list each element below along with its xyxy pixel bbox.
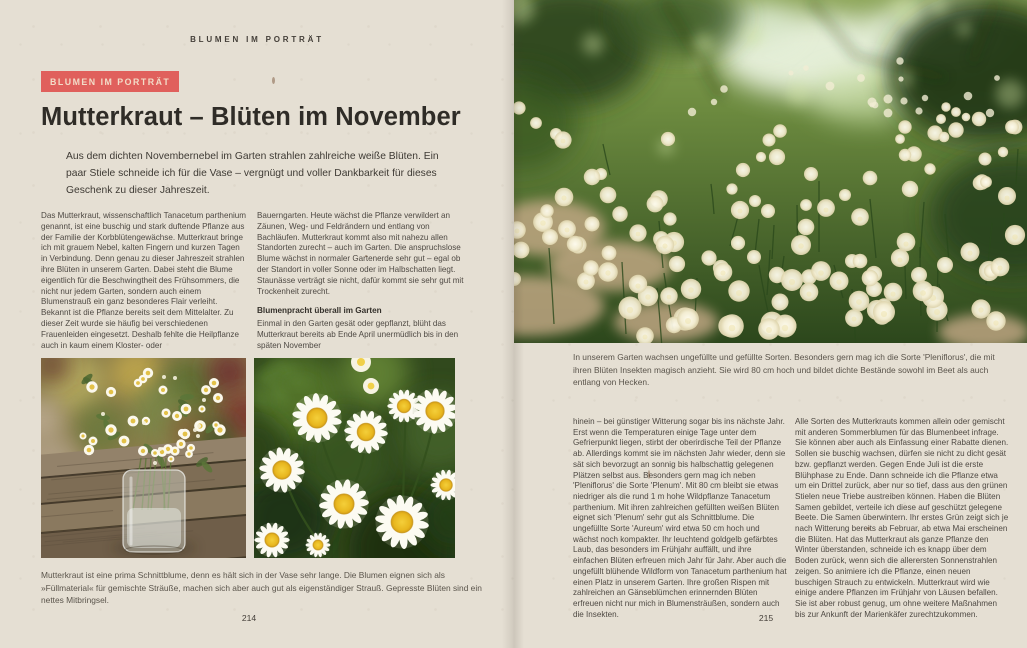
garden-photo-illustration — [514, 0, 1027, 343]
category-badge: BLUMEN IM PORTRÄT — [41, 71, 179, 92]
intro-paragraph: Aus dem dichten Novembernebel im Garten strahlen zahlreiche weiße Blüten. Ein paar Stiele schneide ich für die Vase – vergnügt und voller Dankbarkeit für dieses Geschenk zu dieser Jahreszeit. — [66, 151, 439, 196]
page-gutter-shadow — [502, 0, 524, 648]
paper-speck — [272, 77, 275, 84]
closeup-photo-illustration — [254, 358, 455, 558]
section-subheading: Blumenpracht überall im Garten — [257, 306, 382, 316]
body-paragraph: Bauerngarten. Heute wächst die Pflanze verwildert an Zäunen, Weg- und Feldrändern und entlang von Bachläufen. Mutterkraut kommt also mit nahezu allen Standorten zurecht – auch im Garten. Die anspruchslose Blume wächst in normaler Gartenerde sehr gut – egal ob der Standort in voller Sonne oder im Halbschatten liegt. Staunässe verträgt sie nicht, dafür kommt sie sehr gut mit Trockenheit zurecht. — [257, 211, 464, 296]
photo-garden-feverfew — [514, 0, 1027, 343]
left-page-column-2 — [257, 211, 464, 352]
garden-photo-caption: In unserem Garten wachsen ungefüllte und gefüllte Sorten. Besonders gern mag ich die Sorte 'Pleniflorus', die mit ihren Blüten Insekten magisch anzieht. Sie wird 80 cm hoch und bildet dichte Bestände sowohl im Beet als auch entlang von Hecken. — [573, 352, 995, 388]
page-number-right: 215 — [758, 613, 774, 623]
photo-feverfew-closeup — [254, 358, 455, 558]
running-head: BLUMEN IM PORTRÄT — [190, 35, 324, 44]
right-page-column-2 — [795, 417, 1009, 620]
left-page-column-1 — [41, 211, 248, 351]
paper-speck — [365, 255, 367, 257]
article-title: Mutterkraut – Blüten im November — [41, 103, 461, 131]
body-paragraph: Einmal in den Garten gesät oder gepflanzt, blüht das Mutterkraut bereits ab Ende April unermüdlich bis in den späten November — [257, 319, 459, 350]
photo-vase-bouquet — [41, 358, 246, 558]
paper-speck — [648, 470, 650, 479]
right-page-column-1 — [573, 417, 787, 620]
body-paragraph: hinein – bei günstiger Witterung sogar bis ins nächste Jahr. Erst wenn die Temperaturen einige Tage unter dem Gefrierpunkt liegen, stirbt der oberirdische Teil der Pflanze ab. Allerdings kommt sie im nächsten Jahr wieder, denn sie sät sich bevorzugt an sonnig bis halbschattig gelegenen Plätzen selbst aus. Besonders gern mag ich neben 'Pleniflorus' die Sorte 'Plenum'. Mit 80 cm bleibt sie etwas niedriger als die rund 1 m hohe Wildpflanze Tanacetum parthenium. Mit ihren zahlreichen gefüllten weißen Blüten eignet sich 'Plenum' sehr gut als Schnittblume. Die ungefüllte Sorte 'Aureum' wird etwa 50 cm hoch und wächst noch kompakter. Ihr leuchtend goldgelb gefärbtes Laub, das besonders im Frühjahr auffällt, und ihre einfachen Blüten erfreuen mich Jahr für Jahr. Aber auch die ungefüllt blühende Wildform von Tanacetum parthenium hat einen Platz in unserem Garten. Ihre großen Rispen mit zahlreichen an Gänseblümchen erinnernden Blüten erfreuen nicht nur mich in Blumensträußen, sondern auch die Insekten. — [573, 417, 787, 619]
paper-speck — [867, 527, 870, 530]
body-paragraph: Das Mutterkraut, wissenschaftlich Tanacetum parthenium genannt, ist eine buschig und stark duftende Pflanze aus der Familie der Korbblütengewächse. Mutterkraut bringe ich mit grauem Nebel, kalten Fingern und kurzen Tagen in Verbindung. Denn genau zu dieser Jahreszeit strahlen ihre Blüten in unserem Garten. Dabei steht die Blume eigentlich für die Beschwingtheit des Frühsommers, die nicht nur jedem Garten, sondern auch einem Blumenstrauß ein ganz besonderes Flair verleiht. — [41, 211, 246, 307]
page-number-left: 214 — [241, 613, 257, 623]
vase-photo-illustration — [41, 358, 246, 558]
body-paragraph: Alle Sorten des Mutterkrauts kommen allein oder gemischt mit anderen Sommerblumen für das Blumenbeet infrage. Sie können aber auch als Einfassung einer Rabatte dienen. Sollen sie buschig wachsen, dürfen sie nicht zu dicht gesät bzw. gepflanzt werden. Gegen Ende Juli ist die erste Blühphase zu Ende. Dann schneide ich die Pflanze etwa um ein Drittel zurück, aber nur so tief, dass aus den grünen Stielen neue Triebe austreiben können. Haben die Blüten Samen gebildet, verteile ich diese auf geschützt gelegene Beete. Die Samen überwintern. Ihr erstes Grün zeigt sich je nach Witterung bereits ab Februar, ab etwa Mai erscheinen die Blüten. Hat das Mutterkraut als ganze Pflanze den Winter überstanden, schneide ich es knapp über dem Boden zurück, wenn sich die allerersten Sonnenstrahlen zeigen. So animiere ich die Pflanze, einen neuen buschigen Strauch zu entwickeln. Mutterkraut wird wie einige andere Pflanzen im Frühjahr von Läusen befallen. Sie ist aber robust genug, um ohne weitere Maßnahmen bis zur Ankunft der Marienkäfer zurechtzukommen. — [795, 417, 1009, 619]
body-paragraph: Bekannt ist die Pflanze bereits seit dem Mittelalter. Zu dieser Zeit wurde sie häufig bei verschiedenen Frauenleiden eingesetzt. Deshalb fehlte die Heilpflanze auch in kaum einem Kloster- oder — [41, 308, 239, 350]
left-photos-caption: Mutterkraut ist eine prima Schnittblume, denn es hält sich in der Vase sehr lange. Die Blumen eignen sich als »Füllmaterial« für gemischte Sträuße, machen sich aber auch gut als eigenständiger Strauß. Gepresste Blüten sind ein nettes Mitbringsel. — [41, 570, 482, 606]
